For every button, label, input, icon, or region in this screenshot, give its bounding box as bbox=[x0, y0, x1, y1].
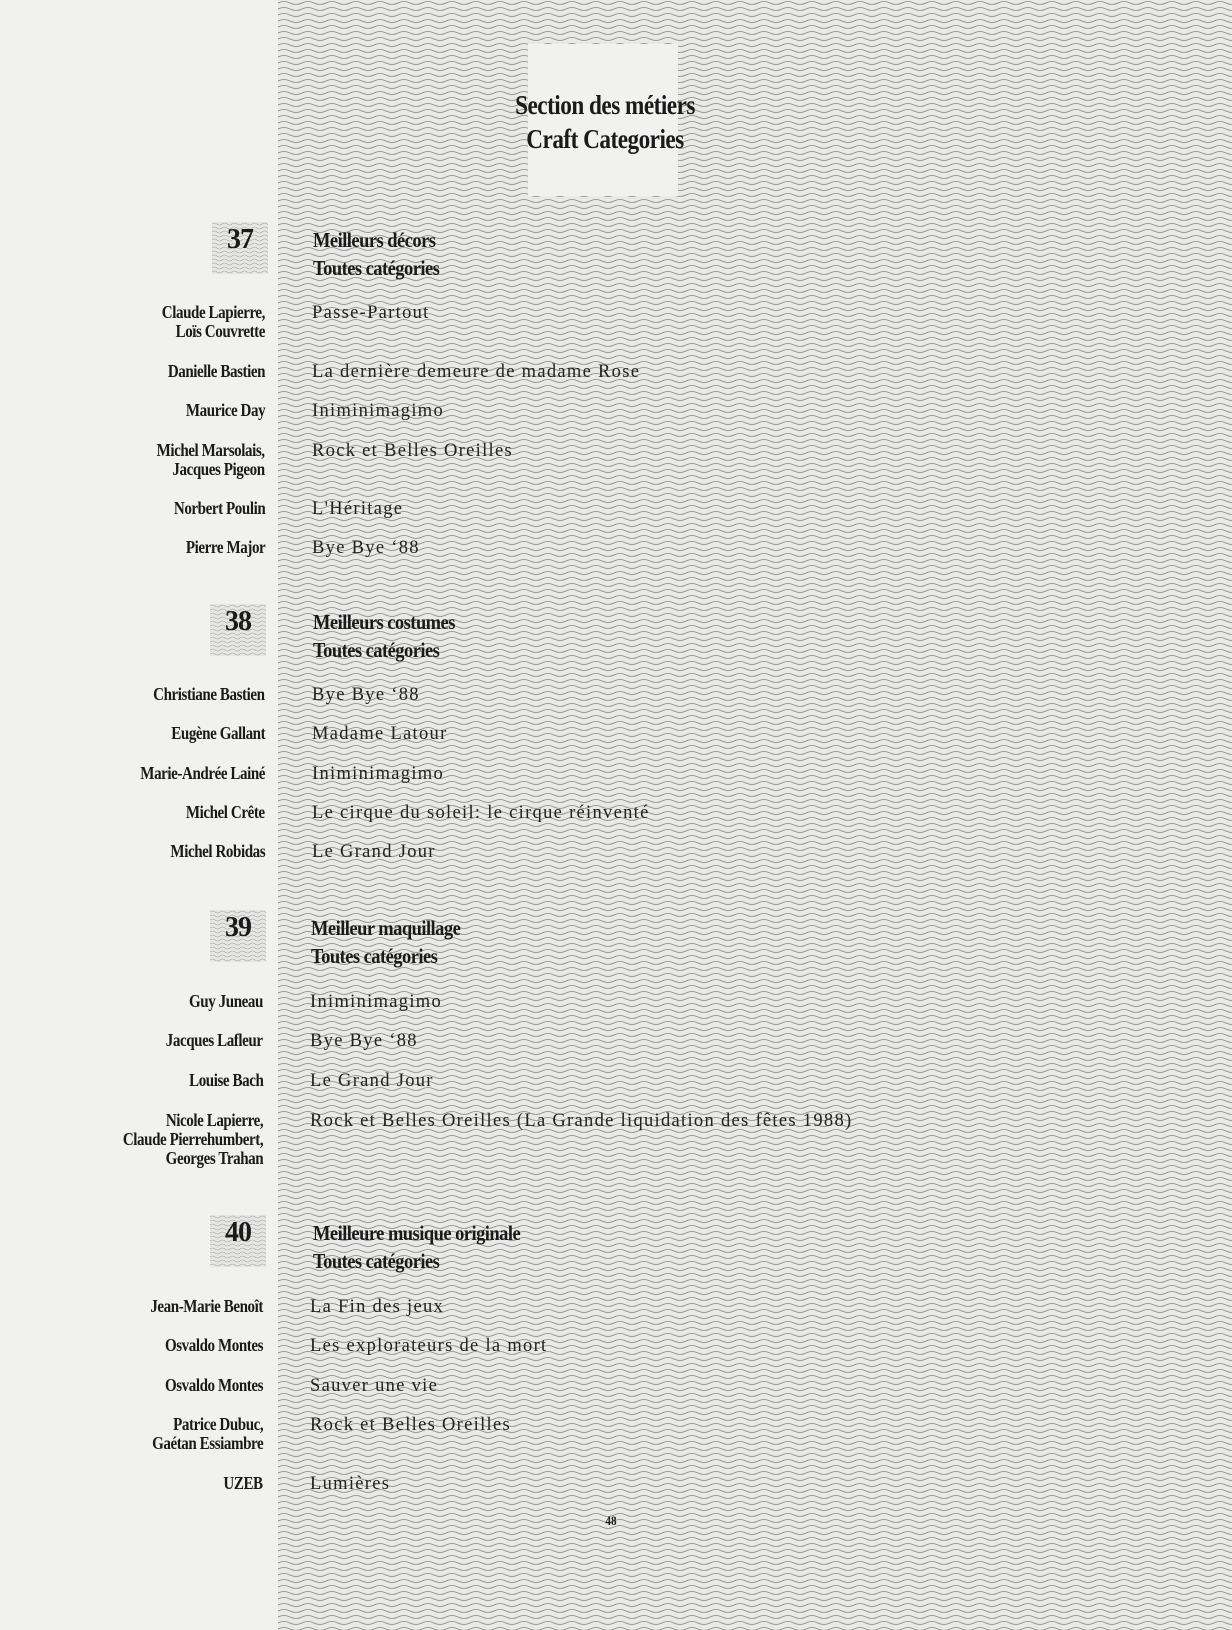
nominee-work: La Fin des jeux bbox=[310, 1297, 445, 1317]
nominee-names bbox=[168, 362, 265, 381]
nominee-names bbox=[166, 1031, 263, 1050]
nominee-name: Jean-Marie Benoît bbox=[150, 1296, 263, 1316]
nominee-work: Bye Bye ‘88 bbox=[312, 685, 420, 705]
nominee-names bbox=[157, 441, 265, 479]
category-name: Meilleure musique originale bbox=[313, 1221, 521, 1245]
nominee-names bbox=[165, 1376, 263, 1395]
nominee-work: La dernière demeure de madame Rose bbox=[312, 362, 641, 382]
nominee-names bbox=[171, 724, 265, 743]
page-title bbox=[463, 88, 747, 156]
nominee-name: Osvaldo Montes bbox=[164, 1375, 263, 1395]
nominee-names bbox=[140, 764, 265, 783]
category-title bbox=[311, 914, 460, 970]
nominee-name: Marie-Andrée Lainé bbox=[140, 763, 265, 783]
nominee-name: Georges Trahan bbox=[165, 1148, 263, 1168]
category-number: 37 bbox=[212, 222, 268, 274]
nominee-names bbox=[186, 538, 265, 557]
category-name: Meilleurs costumes bbox=[313, 610, 455, 634]
nominee-work: Rock et Belles Oreilles bbox=[310, 1415, 511, 1435]
category-title bbox=[313, 608, 455, 664]
nominee-names bbox=[189, 1071, 263, 1090]
nominee-work: Bye Bye ‘88 bbox=[310, 1031, 418, 1051]
nominee-work: Les explorateurs de la mort bbox=[310, 1336, 548, 1356]
nominee-name: Osvaldo Montes bbox=[164, 1335, 263, 1355]
nominee-name: Michel Robidas bbox=[170, 841, 265, 861]
nominee-names bbox=[189, 992, 263, 1011]
nominee-work: Le cirque du soleil: le cirque réinventé bbox=[312, 803, 650, 823]
nominee-work: Iniminimagimo bbox=[312, 764, 445, 784]
nominee-names bbox=[224, 1474, 263, 1493]
nominee-work: Passe-Partout bbox=[312, 303, 430, 323]
nominee-name: Gaétan Essiambre bbox=[151, 1433, 263, 1453]
nominee-names bbox=[174, 499, 265, 518]
category-title bbox=[313, 1219, 520, 1275]
nominee-name: Jacques Pigeon bbox=[172, 459, 265, 479]
category-name: Meilleurs décors bbox=[313, 228, 436, 252]
title-french: Section des métiers bbox=[515, 90, 695, 120]
nominee-work: Sauver une vie bbox=[310, 1376, 439, 1396]
nominee-work: Rock et Belles Oreilles (La Grande liquidation des fêtes 1988) bbox=[310, 1111, 853, 1131]
category-name: Meilleur maquillage bbox=[311, 916, 461, 940]
nominee-work: Lumières bbox=[310, 1474, 391, 1494]
nominee-name: Danielle Bastien bbox=[167, 361, 265, 381]
nominee-name: Claude Lapierre, bbox=[161, 302, 265, 322]
nominee-name: UZEB bbox=[223, 1473, 263, 1493]
category-number: 38 bbox=[210, 604, 266, 656]
title-english: Craft Categories bbox=[526, 124, 684, 154]
nominee-work: Le Grand Jour bbox=[312, 842, 436, 862]
category-subtitle: Toutes catégories bbox=[313, 638, 440, 662]
nominee-names bbox=[150, 1297, 263, 1316]
nominee-name: Maurice Day bbox=[185, 400, 265, 420]
nominee-name: Nicole Lapierre, bbox=[165, 1110, 263, 1130]
nominee-name: Claude Pierrehumbert, bbox=[122, 1129, 263, 1149]
nominee-name: Christiane Bastien bbox=[153, 684, 265, 704]
category-subtitle: Toutes catégories bbox=[313, 256, 440, 280]
nominee-name: Pierre Major bbox=[185, 537, 265, 557]
nominee-work: Madame Latour bbox=[312, 724, 448, 744]
nominee-name: Eugène Gallant bbox=[171, 723, 265, 743]
nominee-name: Michel Marsolais, bbox=[156, 440, 265, 460]
category-number: 39 bbox=[210, 910, 266, 962]
nominee-names bbox=[154, 685, 265, 704]
category-subtitle: Toutes catégories bbox=[313, 1249, 440, 1273]
nominee-name: Michel Crête bbox=[186, 802, 265, 822]
nominee-names bbox=[165, 1336, 263, 1355]
nominee-names bbox=[170, 842, 265, 861]
page-number: 48 bbox=[605, 1513, 617, 1528]
nominee-names bbox=[123, 1111, 263, 1168]
nominee-work: Bye Bye ‘88 bbox=[312, 538, 420, 558]
nominee-work: Iniminimagimo bbox=[310, 992, 443, 1012]
nominee-name: Loïs Couvrette bbox=[175, 321, 265, 341]
category-number: 40 bbox=[210, 1215, 266, 1267]
nominee-work: Rock et Belles Oreilles bbox=[312, 441, 513, 461]
nominee-work: Iniminimagimo bbox=[312, 401, 445, 421]
nominee-name: Norbert Poulin bbox=[173, 498, 265, 518]
nominee-work: L'Héritage bbox=[312, 499, 404, 519]
nominee-name: Patrice Dubuc, bbox=[172, 1414, 263, 1434]
nominee-name: Louise Bach bbox=[188, 1070, 263, 1090]
nominee-names bbox=[186, 803, 265, 822]
nominee-name: Jacques Lafleur bbox=[166, 1030, 263, 1050]
category-subtitle: Toutes catégories bbox=[311, 944, 438, 968]
nominee-names bbox=[186, 401, 265, 420]
nominee-work: Le Grand Jour bbox=[310, 1071, 434, 1091]
nominee-name: Guy Juneau bbox=[189, 991, 263, 1011]
nominee-names bbox=[162, 303, 265, 341]
category-title bbox=[313, 226, 439, 282]
nominee-names bbox=[152, 1415, 263, 1453]
